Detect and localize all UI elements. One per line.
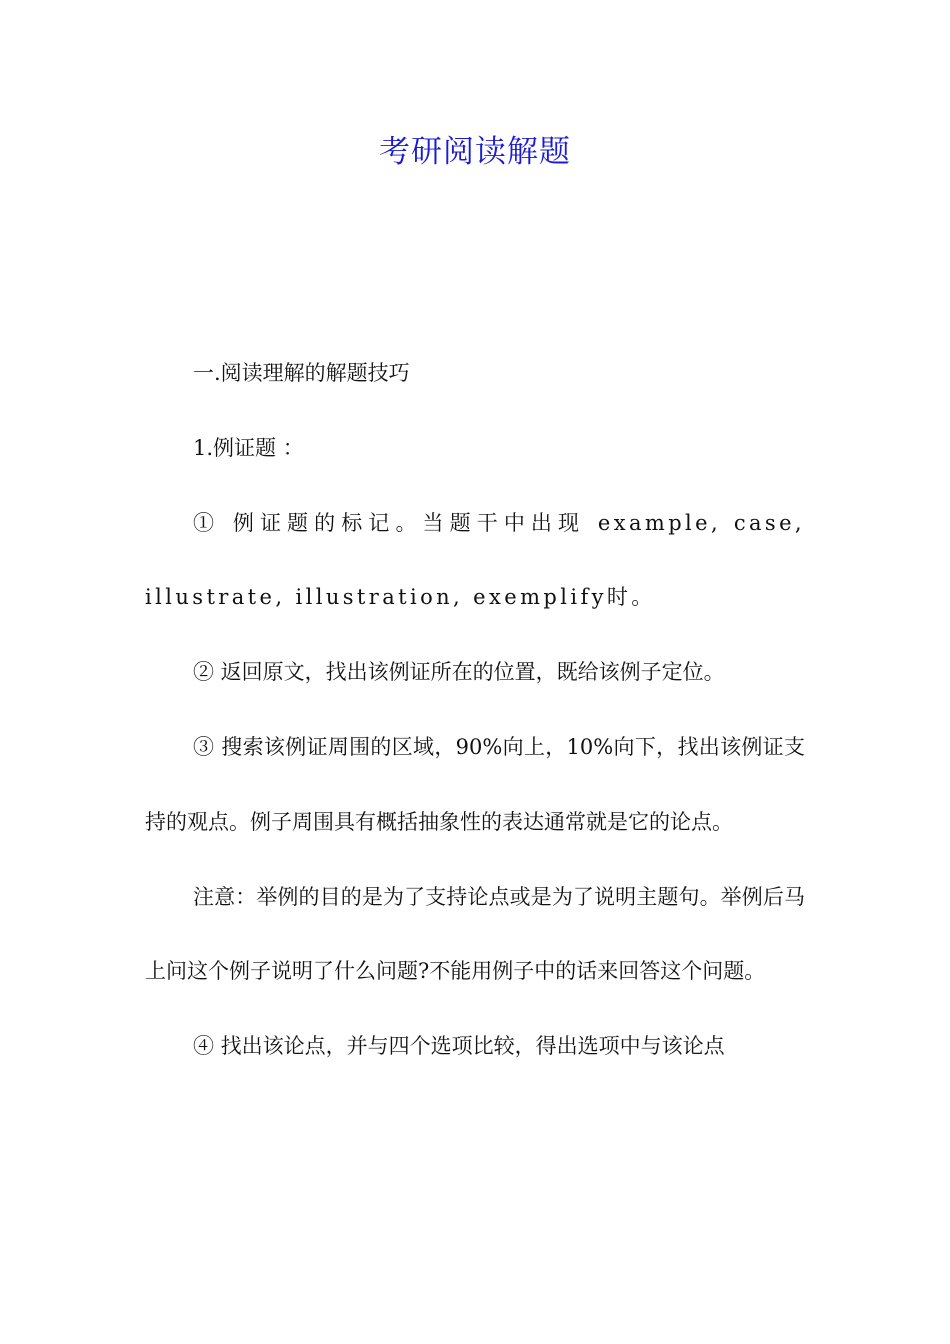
subsection-heading: 1.例证题 ： — [193, 435, 304, 460]
paragraph-step-1: ① 例证题的标记。当题干中出现 example, case, illustrate, illustration, exemplify时。 — [145, 510, 805, 610]
paragraph-note: 注意：举例的目的是为了支持论点或是为了说明主题句。举例后马上问这个例子说明了什么问题?不能用例子中的话来回答这个问题。 — [145, 884, 805, 984]
section-heading: 一.阅读理解的解题技巧 — [193, 361, 410, 385]
paragraph-step-3: ③ 搜索该例证周围的区域，90%向上，10%向下，找出该例证支持的观点。例子周围具有概括抽象性的表达通常就是它的论点。 — [145, 734, 805, 834]
paragraph-step-4: ④ 找出该论点，并与四个选项比较，得出选项中与该论点 — [193, 1034, 725, 1059]
document-title: 考研阅读解题 — [379, 134, 571, 170]
paragraph-step-2: ② 返回原文，找出该例证所在的位置，既给该例子定位。 — [193, 660, 725, 685]
document-body — [145, 336, 805, 1084]
